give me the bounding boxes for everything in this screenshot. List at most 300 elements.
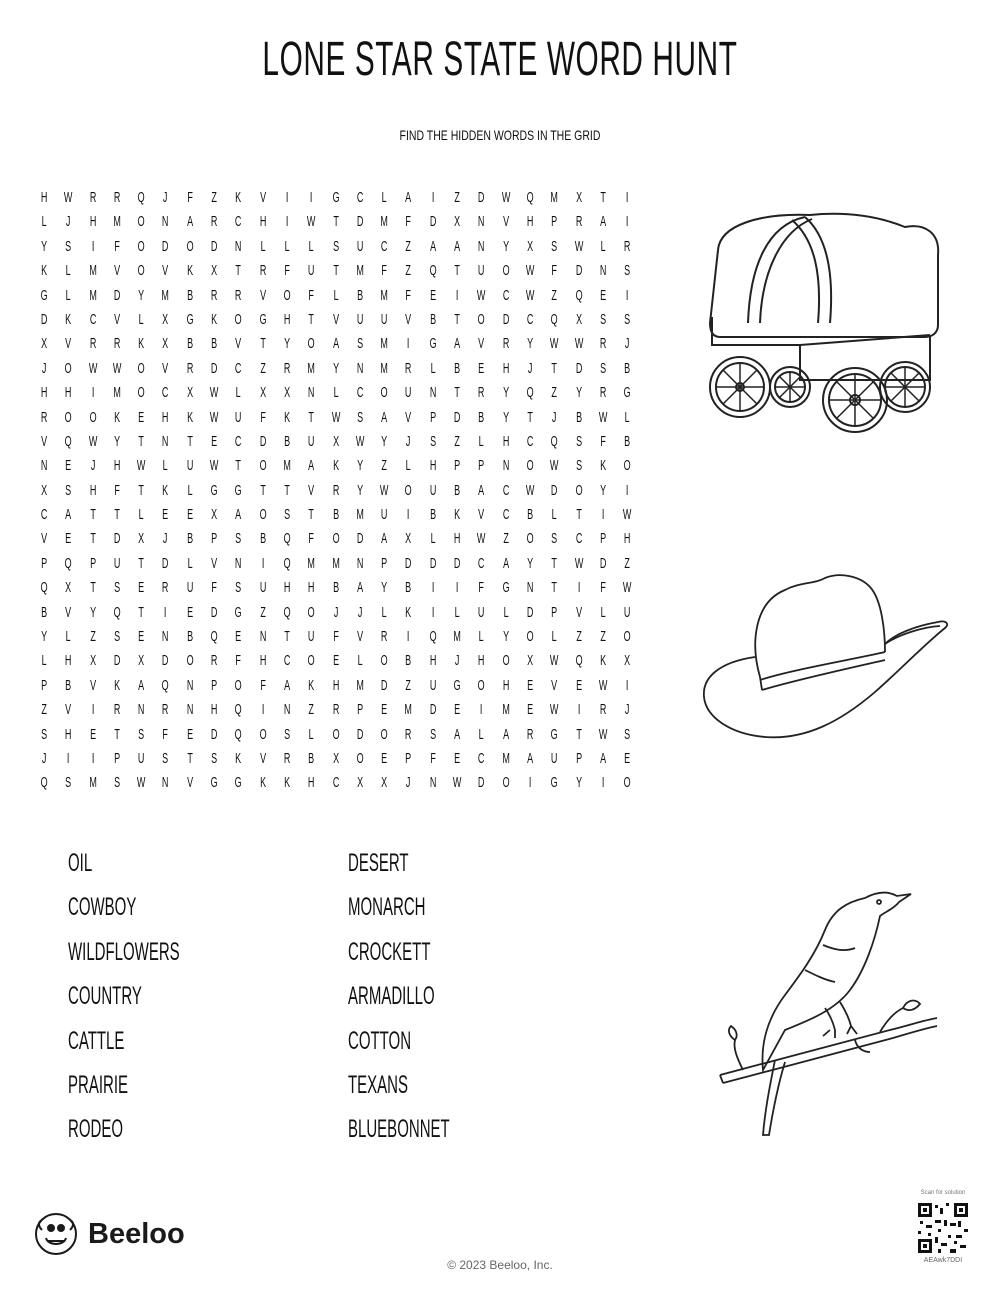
grid-letter[interactable]: Y xyxy=(332,359,339,377)
grid-letter[interactable]: E xyxy=(186,725,193,743)
grid-letter[interactable]: D xyxy=(429,213,437,231)
grid-letter[interactable]: H xyxy=(259,652,267,670)
grid-letter[interactable]: Y xyxy=(138,286,145,304)
grid-letter[interactable]: V xyxy=(259,286,266,304)
grid-letter[interactable]: H xyxy=(308,774,315,792)
grid-letter[interactable]: J xyxy=(406,774,411,792)
grid-letter[interactable]: Y xyxy=(502,237,509,255)
grid-letter[interactable]: V xyxy=(332,310,339,328)
grid-letter[interactable]: Y xyxy=(599,481,606,499)
grid-letter[interactable]: U xyxy=(138,749,145,767)
grid-letter[interactable]: D xyxy=(210,603,218,621)
grid-letter[interactable]: L xyxy=(333,384,339,402)
grid-letter[interactable]: I xyxy=(91,237,94,255)
grid-letter[interactable]: T xyxy=(332,262,339,280)
grid-letter[interactable]: J xyxy=(454,652,460,670)
grid-letter[interactable]: R xyxy=(332,701,339,719)
grid-letter[interactable]: W xyxy=(331,408,340,426)
grid-letter[interactable]: W xyxy=(525,481,535,499)
grid-letter[interactable]: H xyxy=(210,701,218,719)
grid-letter[interactable]: G xyxy=(453,676,461,694)
grid-letter[interactable]: Y xyxy=(357,457,364,475)
grid-letter[interactable]: J xyxy=(625,335,630,353)
grid-letter[interactable]: O xyxy=(186,237,194,255)
grid-letter[interactable]: J xyxy=(163,189,168,206)
grid-letter[interactable]: B xyxy=(429,310,436,328)
grid-letter[interactable]: Q xyxy=(526,384,534,402)
grid-letter[interactable]: K xyxy=(162,481,169,499)
qr-code-icon[interactable] xyxy=(918,1203,968,1253)
grid-letter[interactable]: J xyxy=(66,213,71,231)
grid-letter[interactable]: W xyxy=(501,189,511,206)
grid-letter[interactable]: D xyxy=(429,701,437,719)
grid-letter[interactable]: T xyxy=(551,359,558,377)
grid-letter[interactable]: N xyxy=(599,262,607,280)
grid-letter[interactable]: E xyxy=(381,749,388,767)
grid-letter[interactable]: X xyxy=(381,774,388,792)
grid-letter[interactable]: D xyxy=(210,725,218,743)
grid-letter[interactable]: R xyxy=(235,286,242,304)
grid-letter[interactable]: M xyxy=(453,628,461,646)
grid-letter[interactable]: O xyxy=(502,262,510,280)
grid-letter[interactable]: I xyxy=(91,749,94,767)
grid-letter[interactable]: S xyxy=(575,457,582,475)
grid-letter[interactable]: P xyxy=(429,408,436,426)
grid-letter[interactable]: E xyxy=(235,628,242,646)
grid-letter[interactable]: T xyxy=(138,481,145,499)
grid-letter[interactable]: K xyxy=(186,408,193,426)
grid-letter[interactable]: I xyxy=(67,749,70,767)
grid-letter[interactable]: A xyxy=(527,749,534,767)
grid-letter[interactable]: R xyxy=(186,359,194,377)
grid-letter[interactable]: H xyxy=(478,652,485,670)
grid-letter[interactable]: Z xyxy=(551,286,558,304)
grid-letter[interactable]: Z xyxy=(454,432,460,450)
grid-letter[interactable]: D xyxy=(405,554,412,572)
grid-letter[interactable]: A xyxy=(357,579,364,597)
grid-letter[interactable]: A xyxy=(186,213,193,231)
grid-letter[interactable]: S xyxy=(575,432,582,450)
grid-letter[interactable]: J xyxy=(333,603,338,621)
grid-letter[interactable]: C xyxy=(356,384,364,402)
grid-letter[interactable]: H xyxy=(283,310,291,328)
grid-letter[interactable]: Q xyxy=(283,554,291,572)
grid-letter[interactable]: S xyxy=(551,530,558,548)
grid-letter[interactable]: I xyxy=(577,701,580,719)
grid-letter[interactable]: J xyxy=(406,432,411,450)
grid-letter[interactable]: E xyxy=(211,432,218,450)
grid-letter[interactable]: U xyxy=(478,262,485,280)
grid-letter[interactable]: S xyxy=(332,237,339,255)
grid-letter[interactable]: E xyxy=(186,506,193,524)
grid-letter[interactable]: Y xyxy=(89,603,96,621)
grid-letter[interactable]: R xyxy=(40,408,48,426)
grid-letter[interactable]: O xyxy=(89,408,97,426)
grid-letter[interactable]: O xyxy=(137,384,145,402)
grid-letter[interactable]: Y xyxy=(527,335,534,353)
grid-letter[interactable]: U xyxy=(259,579,267,597)
grid-letter[interactable]: S xyxy=(114,579,121,597)
grid-letter[interactable]: H xyxy=(162,408,169,426)
grid-letter[interactable]: Z xyxy=(405,237,412,255)
grid-letter[interactable]: T xyxy=(89,579,96,597)
grid-letter[interactable]: D xyxy=(356,530,364,548)
grid-letter[interactable]: X xyxy=(162,310,169,328)
grid-letter[interactable]: T xyxy=(187,432,193,450)
grid-letter[interactable]: O xyxy=(502,652,510,670)
grid-letter[interactable]: D xyxy=(113,530,121,548)
grid-letter[interactable]: T xyxy=(308,408,315,426)
grid-letter[interactable]: G xyxy=(235,481,243,499)
grid-letter[interactable]: T xyxy=(308,310,315,328)
grid-letter[interactable]: D xyxy=(478,189,485,206)
grid-letter[interactable]: I xyxy=(480,701,483,719)
grid-letter[interactable]: A xyxy=(138,676,145,694)
grid-letter[interactable]: Z xyxy=(211,189,217,206)
grid-letter[interactable]: T xyxy=(114,725,120,743)
grid-letter[interactable]: R xyxy=(283,749,291,767)
grid-letter[interactable]: D xyxy=(478,774,485,792)
grid-letter[interactable]: W xyxy=(525,286,535,304)
grid-letter[interactable]: F xyxy=(600,432,606,450)
grid-letter[interactable]: H xyxy=(624,530,631,548)
grid-letter[interactable]: R xyxy=(283,359,291,377)
grid-letter[interactable]: K xyxy=(65,310,72,328)
grid-letter[interactable]: Q xyxy=(283,603,291,621)
grid-letter[interactable]: T xyxy=(308,506,315,524)
grid-letter[interactable]: J xyxy=(625,701,630,719)
grid-letter[interactable]: F xyxy=(430,749,436,767)
grid-letter[interactable]: M xyxy=(88,286,97,304)
grid-letter[interactable]: J xyxy=(163,530,168,548)
grid-letter[interactable]: E xyxy=(381,701,388,719)
grid-letter[interactable]: Q xyxy=(429,262,437,280)
grid-letter[interactable]: X xyxy=(138,530,145,548)
grid-letter[interactable]: O xyxy=(405,481,413,499)
grid-letter[interactable]: S xyxy=(211,749,218,767)
grid-letter[interactable]: W xyxy=(550,335,559,353)
grid-letter[interactable]: T xyxy=(138,432,145,450)
grid-letter[interactable]: B xyxy=(624,432,631,450)
grid-letter[interactable]: C xyxy=(502,506,510,524)
grid-letter[interactable]: U xyxy=(186,457,194,475)
grid-letter[interactable]: K xyxy=(308,676,315,694)
grid-letter[interactable]: T xyxy=(235,262,242,280)
grid-letter[interactable]: Z xyxy=(308,701,315,719)
grid-letter[interactable]: S xyxy=(429,725,436,743)
grid-letter[interactable]: D xyxy=(210,359,218,377)
grid-letter[interactable]: L xyxy=(308,237,314,255)
grid-letter[interactable]: D xyxy=(113,286,121,304)
grid-letter[interactable]: X xyxy=(332,749,339,767)
grid-letter[interactable]: S xyxy=(41,725,48,743)
grid-letter[interactable]: L xyxy=(600,237,606,255)
grid-letter[interactable]: I xyxy=(407,335,410,353)
grid-letter[interactable]: Z xyxy=(454,189,460,206)
grid-letter[interactable]: R xyxy=(526,725,534,743)
grid-letter[interactable]: V xyxy=(357,628,364,646)
grid-letter[interactable]: F xyxy=(478,579,485,597)
grid-letter[interactable]: Z xyxy=(575,628,582,646)
grid-letter[interactable]: W xyxy=(477,530,486,548)
grid-letter[interactable]: I xyxy=(626,213,629,231)
grid-letter[interactable]: L xyxy=(308,725,314,743)
grid-letter[interactable]: H xyxy=(113,457,121,475)
grid-letter[interactable]: I xyxy=(626,286,629,304)
grid-letter[interactable]: I xyxy=(285,189,289,206)
grid-letter[interactable]: Y xyxy=(502,628,509,646)
grid-letter[interactable]: P xyxy=(454,457,461,475)
grid-letter[interactable]: B xyxy=(284,432,291,450)
grid-letter[interactable]: Z xyxy=(551,384,558,402)
grid-letter[interactable]: R xyxy=(259,262,267,280)
grid-letter[interactable]: N xyxy=(429,384,437,402)
grid-letter[interactable]: X xyxy=(454,213,461,231)
grid-letter[interactable]: D xyxy=(453,408,461,426)
grid-letter[interactable]: Z xyxy=(260,603,266,621)
grid-letter[interactable]: N xyxy=(40,457,48,475)
grid-letter[interactable]: M xyxy=(380,213,389,231)
grid-letter[interactable]: U xyxy=(429,676,437,694)
grid-letter[interactable]: W xyxy=(88,432,97,450)
grid-letter[interactable]: G xyxy=(210,774,218,792)
grid-letter[interactable]: G xyxy=(235,603,243,621)
grid-letter[interactable]: O xyxy=(137,262,145,280)
grid-letter[interactable]: Q xyxy=(210,628,218,646)
grid-letter[interactable]: K xyxy=(332,457,339,475)
grid-letter[interactable]: L xyxy=(478,725,484,743)
grid-letter[interactable]: V xyxy=(65,701,72,719)
grid-letter[interactable]: T xyxy=(332,213,339,231)
grid-letter[interactable]: A xyxy=(478,481,485,499)
grid-letter[interactable]: W xyxy=(112,359,122,377)
grid-letter[interactable]: N xyxy=(308,384,315,402)
grid-letter[interactable]: J xyxy=(357,603,363,621)
grid-letter[interactable]: O xyxy=(477,310,485,328)
grid-letter[interactable]: X xyxy=(211,262,218,280)
grid-letter[interactable]: A xyxy=(454,237,461,255)
grid-letter[interactable]: L xyxy=(430,530,436,548)
grid-letter[interactable]: E xyxy=(332,652,339,670)
grid-letter[interactable]: E xyxy=(478,359,485,377)
grid-letter[interactable]: K xyxy=(259,774,266,792)
grid-letter[interactable]: H xyxy=(502,359,510,377)
grid-letter[interactable]: I xyxy=(310,189,313,206)
grid-letter[interactable]: I xyxy=(261,554,265,572)
grid-letter[interactable]: U xyxy=(405,384,412,402)
grid-letter[interactable]: W xyxy=(137,774,146,792)
grid-letter[interactable]: F xyxy=(381,262,388,280)
grid-letter[interactable]: P xyxy=(41,676,48,694)
grid-letter[interactable]: N xyxy=(186,676,194,694)
grid-letter[interactable]: I xyxy=(285,213,289,231)
grid-letter[interactable]: C xyxy=(526,310,534,328)
grid-letter[interactable]: Y xyxy=(41,237,48,255)
grid-letter[interactable]: S xyxy=(114,628,121,646)
grid-letter[interactable]: T xyxy=(527,408,533,426)
grid-letter[interactable]: W xyxy=(574,554,583,572)
grid-letter[interactable]: I xyxy=(407,506,410,524)
grid-letter[interactable]: W xyxy=(88,359,97,377)
grid-letter[interactable]: D xyxy=(162,554,169,572)
grid-letter[interactable]: B xyxy=(186,286,193,304)
grid-letter[interactable]: Q xyxy=(64,432,72,450)
grid-letter[interactable]: F xyxy=(114,481,120,499)
grid-letter[interactable]: L xyxy=(357,652,363,670)
grid-letter[interactable]: L xyxy=(381,189,387,206)
grid-letter[interactable]: G xyxy=(40,286,48,304)
grid-letter[interactable]: H xyxy=(308,579,315,597)
grid-letter[interactable]: R xyxy=(210,652,218,670)
grid-letter[interactable]: R xyxy=(405,359,412,377)
grid-letter[interactable]: Q xyxy=(162,676,170,694)
grid-letter[interactable]: U xyxy=(308,628,315,646)
grid-letter[interactable]: U xyxy=(356,237,364,255)
grid-letter[interactable]: E xyxy=(162,506,169,524)
grid-letter[interactable]: R xyxy=(575,213,582,231)
grid-letter[interactable]: O xyxy=(477,676,485,694)
grid-letter[interactable]: E xyxy=(65,530,72,548)
grid-letter[interactable]: X xyxy=(575,189,582,206)
grid-letter[interactable]: L xyxy=(333,286,339,304)
grid-letter[interactable]: U xyxy=(478,603,485,621)
grid-letter[interactable]: W xyxy=(550,457,559,475)
grid-letter[interactable]: S xyxy=(235,579,242,597)
grid-letter[interactable]: Z xyxy=(89,628,96,646)
grid-letter[interactable]: T xyxy=(551,579,558,597)
grid-letter[interactable]: V xyxy=(502,213,509,231)
grid-letter[interactable]: B xyxy=(478,408,485,426)
grid-letter[interactable]: Z xyxy=(600,628,606,646)
grid-letter[interactable]: Q xyxy=(113,603,121,621)
grid-letter[interactable]: N xyxy=(526,579,534,597)
grid-letter[interactable]: L xyxy=(41,652,47,670)
grid-letter[interactable]: N xyxy=(429,774,437,792)
grid-letter[interactable]: W xyxy=(307,213,316,231)
grid-letter[interactable]: R xyxy=(210,213,218,231)
grid-letter[interactable]: C xyxy=(235,432,242,450)
letter-grid[interactable] xyxy=(32,186,639,796)
grid-letter[interactable]: X xyxy=(41,481,48,499)
grid-letter[interactable]: W xyxy=(623,579,632,597)
grid-letter[interactable]: Q xyxy=(64,554,72,572)
grid-letter[interactable]: G xyxy=(550,725,558,743)
grid-letter[interactable]: I xyxy=(261,701,265,719)
grid-letter[interactable]: Q xyxy=(575,652,583,670)
grid-letter[interactable]: B xyxy=(332,579,339,597)
grid-letter[interactable]: C xyxy=(235,213,242,231)
grid-letter[interactable]: S xyxy=(284,506,291,524)
grid-letter[interactable]: I xyxy=(626,676,629,694)
grid-letter[interactable]: X xyxy=(211,506,218,524)
grid-letter[interactable]: Z xyxy=(41,701,47,719)
grid-letter[interactable]: H xyxy=(65,725,72,743)
grid-letter[interactable]: W xyxy=(137,457,146,475)
grid-letter[interactable]: E xyxy=(138,408,145,426)
grid-letter[interactable]: R xyxy=(89,189,96,206)
grid-letter[interactable]: C xyxy=(283,652,291,670)
grid-letter[interactable]: E xyxy=(454,749,461,767)
grid-letter[interactable]: M xyxy=(88,262,97,280)
grid-letter[interactable]: H xyxy=(89,481,96,499)
grid-letter[interactable]: Y xyxy=(527,554,534,572)
grid-letter[interactable]: C xyxy=(381,237,388,255)
grid-letter[interactable]: W xyxy=(64,189,73,206)
grid-letter[interactable]: V xyxy=(478,335,485,353)
grid-letter[interactable]: J xyxy=(90,457,95,475)
grid-letter[interactable]: T xyxy=(454,310,460,328)
grid-letter[interactable]: X xyxy=(624,652,631,670)
grid-letter[interactable]: H xyxy=(429,457,437,475)
grid-letter[interactable]: B xyxy=(405,652,412,670)
grid-letter[interactable]: N xyxy=(162,432,169,450)
grid-letter[interactable]: B xyxy=(65,676,72,694)
grid-letter[interactable]: O xyxy=(526,628,534,646)
grid-letter[interactable]: V xyxy=(41,432,48,450)
grid-letter[interactable]: Z xyxy=(260,359,266,377)
grid-letter[interactable]: S xyxy=(162,749,169,767)
grid-letter[interactable]: E xyxy=(138,628,145,646)
grid-letter[interactable]: W xyxy=(598,725,608,743)
grid-letter[interactable]: F xyxy=(162,725,169,743)
grid-letter[interactable]: P xyxy=(211,676,218,694)
grid-letter[interactable]: L xyxy=(430,359,436,377)
grid-letter[interactable]: V xyxy=(89,676,96,694)
grid-letter[interactable]: T xyxy=(138,554,145,572)
grid-letter[interactable]: S xyxy=(624,262,631,280)
grid-letter[interactable]: S xyxy=(357,408,364,426)
grid-letter[interactable]: X xyxy=(405,530,412,548)
grid-letter[interactable]: U xyxy=(356,310,364,328)
grid-letter[interactable]: L xyxy=(65,262,71,280)
grid-letter[interactable]: B xyxy=(259,530,266,548)
grid-letter[interactable]: A xyxy=(65,506,72,524)
grid-letter[interactable]: B xyxy=(405,579,412,597)
grid-letter[interactable]: V xyxy=(308,481,315,499)
grid-letter[interactable]: M xyxy=(404,701,413,719)
grid-letter[interactable]: A xyxy=(308,457,315,475)
grid-letter[interactable]: U xyxy=(186,579,194,597)
grid-letter[interactable]: T xyxy=(138,603,145,621)
grid-letter[interactable]: M xyxy=(307,359,316,377)
grid-letter[interactable]: Y xyxy=(357,481,364,499)
grid-letter[interactable]: G xyxy=(235,774,243,792)
grid-letter[interactable]: C xyxy=(235,359,242,377)
grid-letter[interactable]: D xyxy=(551,481,558,499)
grid-letter[interactable]: S xyxy=(65,481,72,499)
grid-letter[interactable]: N xyxy=(478,213,485,231)
grid-letter[interactable]: I xyxy=(455,579,459,597)
grid-letter[interactable]: O xyxy=(526,530,534,548)
grid-letter[interactable]: T xyxy=(89,506,96,524)
grid-letter[interactable]: P xyxy=(357,701,364,719)
grid-letter[interactable]: F xyxy=(114,237,120,255)
grid-letter[interactable]: A xyxy=(599,749,606,767)
grid-letter[interactable]: O xyxy=(235,310,243,328)
grid-letter[interactable]: I xyxy=(431,603,435,621)
grid-letter[interactable]: W xyxy=(209,384,219,402)
grid-letter[interactable]: O xyxy=(235,676,243,694)
grid-letter[interactable]: X xyxy=(65,579,72,597)
grid-letter[interactable]: L xyxy=(454,603,460,621)
grid-letter[interactable]: W xyxy=(477,286,486,304)
grid-letter[interactable]: N xyxy=(186,701,194,719)
grid-letter[interactable]: L xyxy=(600,603,606,621)
grid-letter[interactable]: B xyxy=(454,359,461,377)
grid-letter[interactable]: A xyxy=(284,676,291,694)
grid-letter[interactable]: O xyxy=(526,457,534,475)
grid-letter[interactable]: K xyxy=(186,262,193,280)
